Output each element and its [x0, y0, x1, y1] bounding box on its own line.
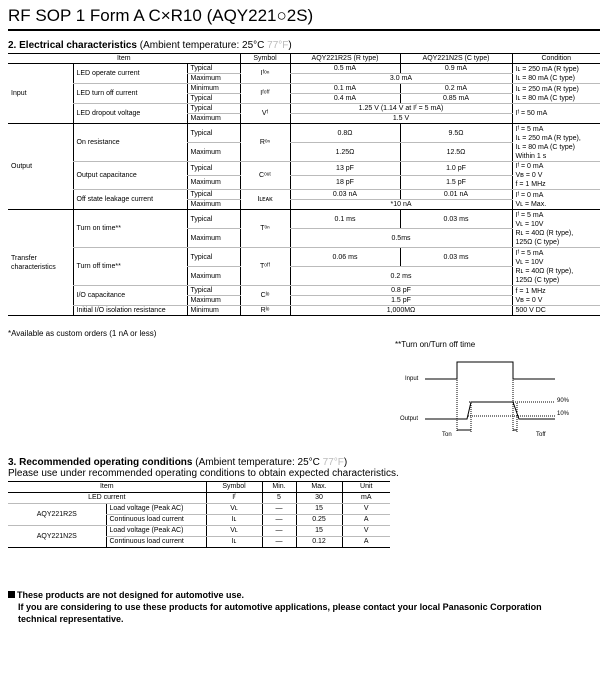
- table-row: Output capacitance Typical Cᵒᵘᵗ 13 pF 1.0 pF Iᶠ = 0 mA Vʙ = 0 V f = 1 MHz: [8, 162, 600, 176]
- table-header-row: Item Symbol AQY221R2S (R type) AQY221N2S (C type) Condition: [8, 54, 600, 64]
- p90-label: 90%: [557, 398, 570, 404]
- toff-label: Toff: [536, 432, 546, 438]
- table-row: Maximum 1.25Ω 12.5Ω: [8, 143, 600, 162]
- table-row: Turn off time** Typical Tᵒᶠᶠ 0.06 ms 0.03 ms Iᶠ = 5 mA Vʟ = 10V Rʟ = 40Ω (R type), 125Ω (C type): [8, 248, 600, 267]
- group-input: Input: [8, 64, 73, 124]
- table-row: Maximum *10 nA: [8, 200, 600, 210]
- table-header-row: Item Symbol Min. Max. Unit: [8, 482, 390, 493]
- electrical-characteristics-table: [8, 53, 600, 316]
- table-row: Off state leakage current Typical Iʟᴇᴀᴋ 0.03 nA 0.01 nA Iᶠ = 0 mA Vʟ = Max.: [8, 190, 600, 200]
- table-row: Maximum 0.2 ms: [8, 267, 600, 286]
- diagram-caption: **Turn on/Turn off time: [395, 340, 476, 349]
- table-row: LED dropout voltage Typical Vᶠ 1.25 V (1.14 V at Iᶠ = 5 mA) Iᶠ = 50 mA: [8, 104, 600, 114]
- page-title: RF SOP 1 Form A C×R10 (AQY221○2S): [8, 6, 314, 25]
- table-row: Input LED operate current Typical Iᶠᵒⁿ 0.5 mA 0.9 mA Iʟ = 250 mA (R type) Iʟ = 80 mA (C type): [8, 64, 600, 74]
- recommended-conditions-table: [8, 481, 390, 548]
- table-row: Maximum 3.0 mA: [8, 74, 600, 84]
- section2-heading: 2. Electrical characteristics (Ambient temperature: 25°C 77°F): [8, 40, 292, 51]
- table-row: Transfer characteristics Turn on time** Typical Tᵒⁿ 0.1 ms 0.03 ms Iᶠ = 5 mA Vʟ = 10V Rʟ = 40Ω (R type), 125Ω (C type): [8, 210, 600, 229]
- table-row: Maximum 1.5 pF: [8, 296, 600, 306]
- table-row: AQY221N2S Load voltage (Peak AC) Vʟ — 15 V: [8, 526, 390, 537]
- ton-label: Ton: [442, 432, 452, 438]
- section3-heading: 3. Recommended operating conditions (Ambient temperature: 25°C 77°F): [8, 457, 348, 468]
- timing-waveform: [395, 354, 575, 459]
- title-rule: [8, 29, 600, 31]
- table-row: Continuous load current Iʟ — 0.25 A: [8, 515, 390, 526]
- table-row: Maximum 1.5 V: [8, 114, 600, 124]
- table-row: Initial I/O isolation resistance Minimum Rᴵᵒ 1,000MΩ 500 V DC: [8, 306, 600, 316]
- bullet-square-icon: [8, 591, 15, 598]
- table-row: LED current Iᶠ 5 30 mA: [8, 493, 390, 504]
- table-row: LED turn off current Minimum Iᶠᵒᶠᶠ 0.1 mA 0.2 mA Iʟ = 250 mA (R type) Iʟ = 80 mA (C type): [8, 84, 600, 94]
- table-row: Typical 0.4 mA 0.85 mA: [8, 94, 600, 104]
- footnote: *Available as custom orders (1 nA or less): [8, 329, 157, 338]
- table-row: Maximum 0.5ms: [8, 229, 600, 248]
- table-row: Maximum 18 pF 1.5 pF: [8, 176, 600, 190]
- p10-label: 10%: [557, 411, 570, 417]
- output-label: Output: [400, 416, 419, 422]
- automotive-notice: These products are not designed for automotive use. If you are considering to use these products for automotive applications, please contact your local Panasonic Corporation technical representative.: [8, 589, 542, 625]
- table-row: Output On resistance Typical Rᵒⁿ 0.8Ω 9.5Ω Iᶠ = 5 mA Iʟ = 250 mA (R type), Iʟ = 80 mA (C type) Within 1 s: [8, 124, 600, 143]
- group-transfer: Transfer characteristics: [8, 210, 73, 316]
- input-label: Input: [405, 376, 419, 382]
- group-output: Output: [8, 124, 73, 210]
- section3-subheading: Please use under recommended operating conditions to obtain expected characteristics.: [8, 468, 399, 479]
- table-row: Continuous load current Iʟ — 0.12 A: [8, 537, 390, 548]
- table-row: AQY221R2S Load voltage (Peak AC) Vʟ — 15 V: [8, 504, 390, 515]
- table-row: I/O capacitance Typical Cᴵᵒ 0.8 pF f = 1 MHz Vʙ = 0 V: [8, 286, 600, 296]
